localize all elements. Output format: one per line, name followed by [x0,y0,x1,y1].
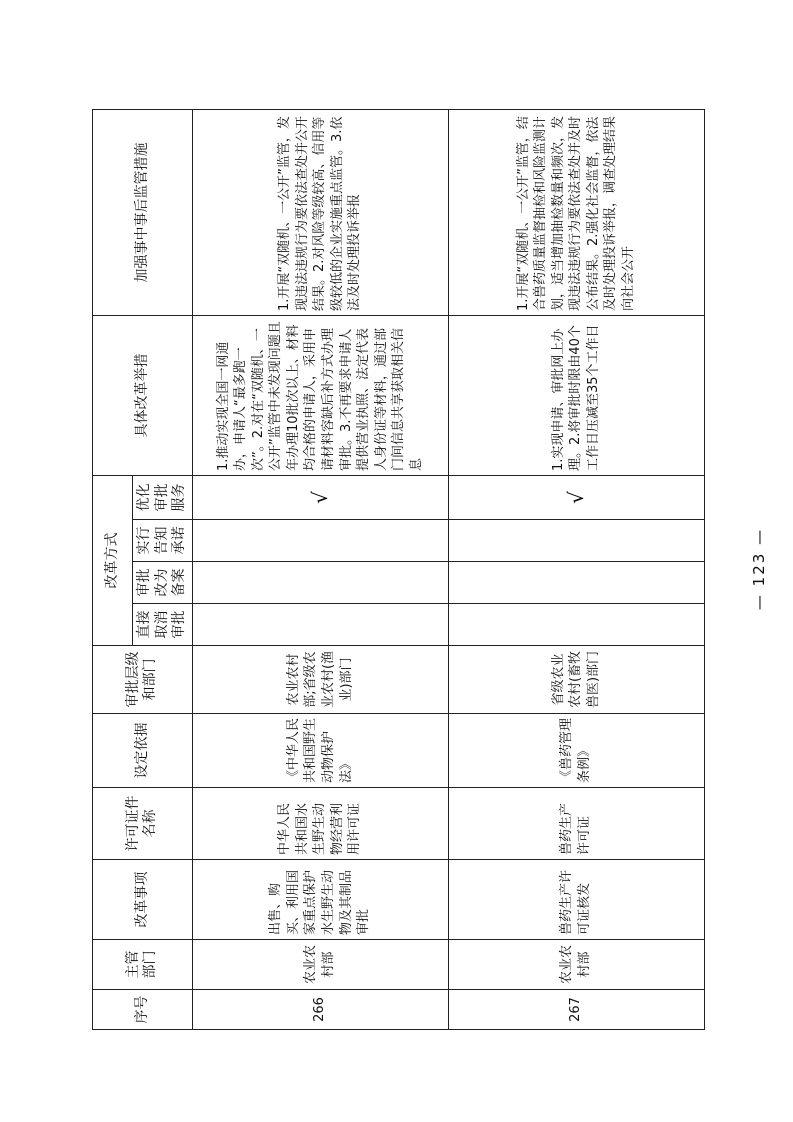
table-row [192,110,448,1030]
row-method-commitment [448,520,704,562]
page-number: — 123 — [750,527,769,611]
row-basis: 《兽药管理条例》 [448,714,704,788]
row-item: 出售、购买、利用国家重点保护水生野生动物及其制品审批 [192,860,448,940]
row-method-cancel [448,604,704,646]
row-method-filing [448,562,704,604]
row-method-commitment [192,520,448,562]
header-method-cancel: 直接取消审批 [132,604,192,646]
row-level: 省级农业农村(畜牧兽医)部门 [448,646,704,714]
header-level: 审批层级和部门 [92,646,192,714]
row-seq: 266 [192,990,448,1030]
row-method-cancel [192,604,448,646]
rotated-table-wrapper [92,110,702,1030]
header-method-filing: 审批改为备案 [132,562,192,604]
row-method-optimize-check: √ [192,476,448,520]
header-method-commitment: 实行告知承诺 [132,520,192,562]
row-supervision: 1.开展“双随机、一公开”监管，发现违法违规行为要依法查处并公开结果。2.对风险等级较高、信用等级较低的企业实施重点监管。3.依法及时处理投诉举报 [192,110,448,316]
header-seq: 序号 [92,990,192,1030]
header-measures: 具体改革举措 [92,316,192,476]
row-measures: 1.实现申请、审批网上办理。2.将审批时限由40个工作日压减至35个工作日 [448,316,704,476]
header-dept: 主管部门 [92,940,192,990]
row-method-optimize-check: √ [448,476,704,520]
header-basis: 设定依据 [92,714,192,788]
header-item: 改革事项 [92,860,192,940]
header-method-optimize: 优化审批服务 [132,476,192,520]
row-level: 农业农村部;省级农业农村(渔业)部门 [192,646,448,714]
row-item: 兽药生产许可证核发 [448,860,704,940]
row-supervision: 1.开展“双随机、一公开”监管，结合兽药质量监督抽检和风险监测计划，适当增加抽检数量和频次，发现违法违规行为要依法查处并及时公布结果。2.强化社会监督，依法及时处理投诉举报，调查处理结果向社会公开 [448,110,704,316]
row-dept: 农业农村部 [448,940,704,990]
header-row-1 [92,110,132,1030]
reform-table [92,109,705,1030]
row-measures: 1.推动实现全国一网通办，申请人“最多跑一次”。2.对在“双随机、一公开”监管中未发现问题且年办理10批次以上、材料均合格的申请人，采用申请材料容缺后补方式办理审批。3.不再要求申请人提供营业执照、法定代表人身份证等材料，通过部门间信息共享获取相关信息 [192,316,448,476]
header-cert: 许可证件名称 [92,788,192,860]
row-seq: 267 [448,990,704,1030]
row-cert: 兽药生产许可证 [448,788,704,860]
table-row [448,110,704,1030]
header-reform-group: 改革方式 [92,476,132,646]
row-method-filing [192,562,448,604]
row-cert: 中华人民共和国水生野生动物经营利用许可证 [192,788,448,860]
row-dept: 农业农村部 [192,940,448,990]
header-supervision: 加强事中事后监管措施 [92,110,192,316]
row-basis: 《中华人民共和国野生动物保护法》 [192,714,448,788]
